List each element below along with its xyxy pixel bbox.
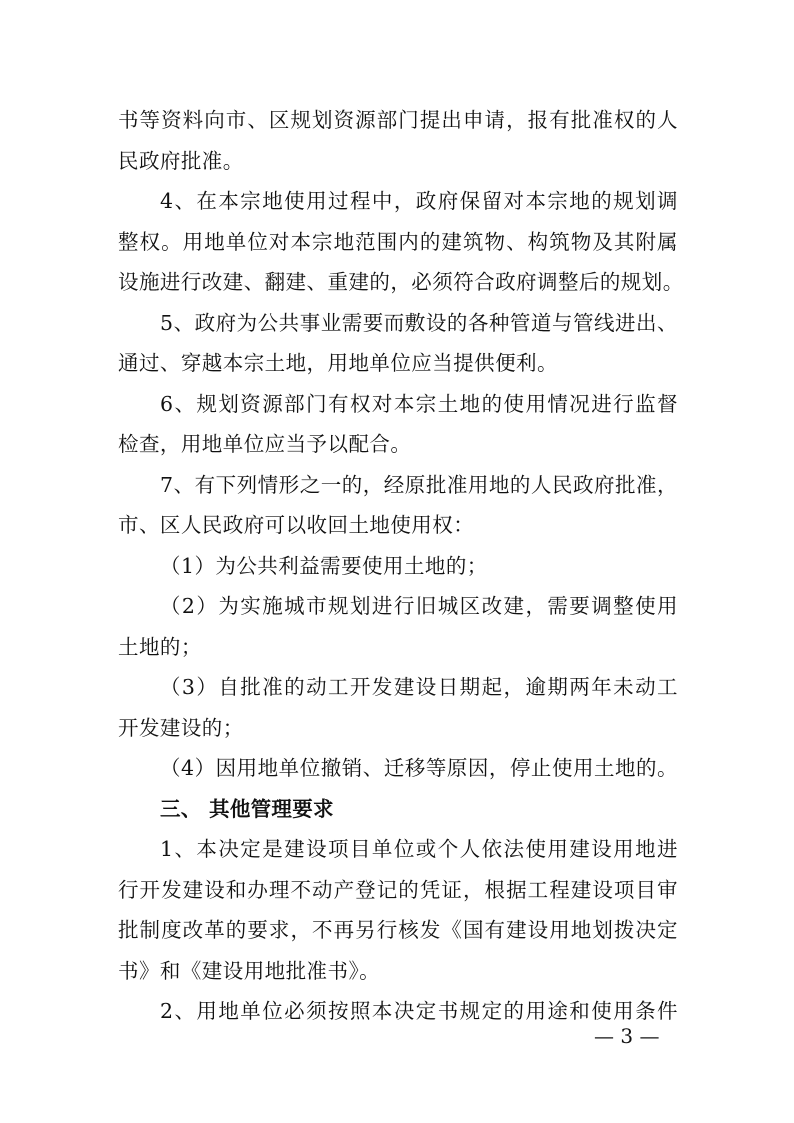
body-text-line: 土地的； <box>118 635 202 659</box>
body-text-line: 书》和《建设用地批准书》。 <box>118 959 381 983</box>
section-3-clause-2: 2、用地单位必须按照本决定书规定的用途和使用条件 <box>160 999 678 1023</box>
clause-7-text: 7、有下列情形之一的，经原批准用地的人民政府批准， <box>160 473 678 497</box>
body-text-line: 通过、穿越本宗土地，用地单位应当提供便利。 <box>118 351 558 375</box>
page-number: — 3 — <box>594 1024 660 1048</box>
body-text-line: 开发建设的； <box>118 716 244 740</box>
sub-clause-3: （3）自批准的动工开发建设日期起，逾期两年未动工 <box>160 675 678 699</box>
body-text-line: 批制度改革的要求，不再另行核发《国有建设用地划拨决定 <box>118 918 678 942</box>
sub-clause-2: （2）为实施城市规划进行旧城区改建，需要调整使用 <box>160 594 678 618</box>
body-text-line: 整权。用地单位对本宗地范围内的建筑物、构筑物及其附属 <box>118 230 678 254</box>
body-text-line: 民政府批准。 <box>118 149 244 173</box>
body-text-line: 检查，用地单位应当予以配合。 <box>118 432 412 456</box>
section-3-clause-1: 1、本决定是建设项目单位或个人依法使用建设用地进 <box>160 837 678 861</box>
sub-clause-1: （1）为公共利益需要使用土地的； <box>160 554 488 578</box>
clause-4-text: 4、在本宗地使用过程中，政府保留对本宗地的规划调 <box>160 189 678 213</box>
clause-6-text: 6、规划资源部门有权对本宗土地的使用情况进行监督 <box>160 392 678 416</box>
body-text-line: 设施进行改建、翻建、重建的，必须符合政府调整后的规划。 <box>118 270 684 294</box>
sub-clause-4: （4）因用地单位撤销、迁移等原因，停止使用土地的。 <box>160 756 678 780</box>
section-heading: 三、 其他管理要求 <box>160 797 334 821</box>
body-text-line: 行开发建设和办理不动产登记的凭证，根据工程建设项目审 <box>118 878 678 902</box>
body-text-line: 书等资料向市、区规划资源部门提出申请，报有批准权的人 <box>118 108 678 132</box>
body-text-line: 市、区人民政府可以收回土地使用权： <box>118 513 475 537</box>
clause-5-text: 5、政府为公共事业需要而敷设的各种管道与管线进出、 <box>160 311 678 335</box>
